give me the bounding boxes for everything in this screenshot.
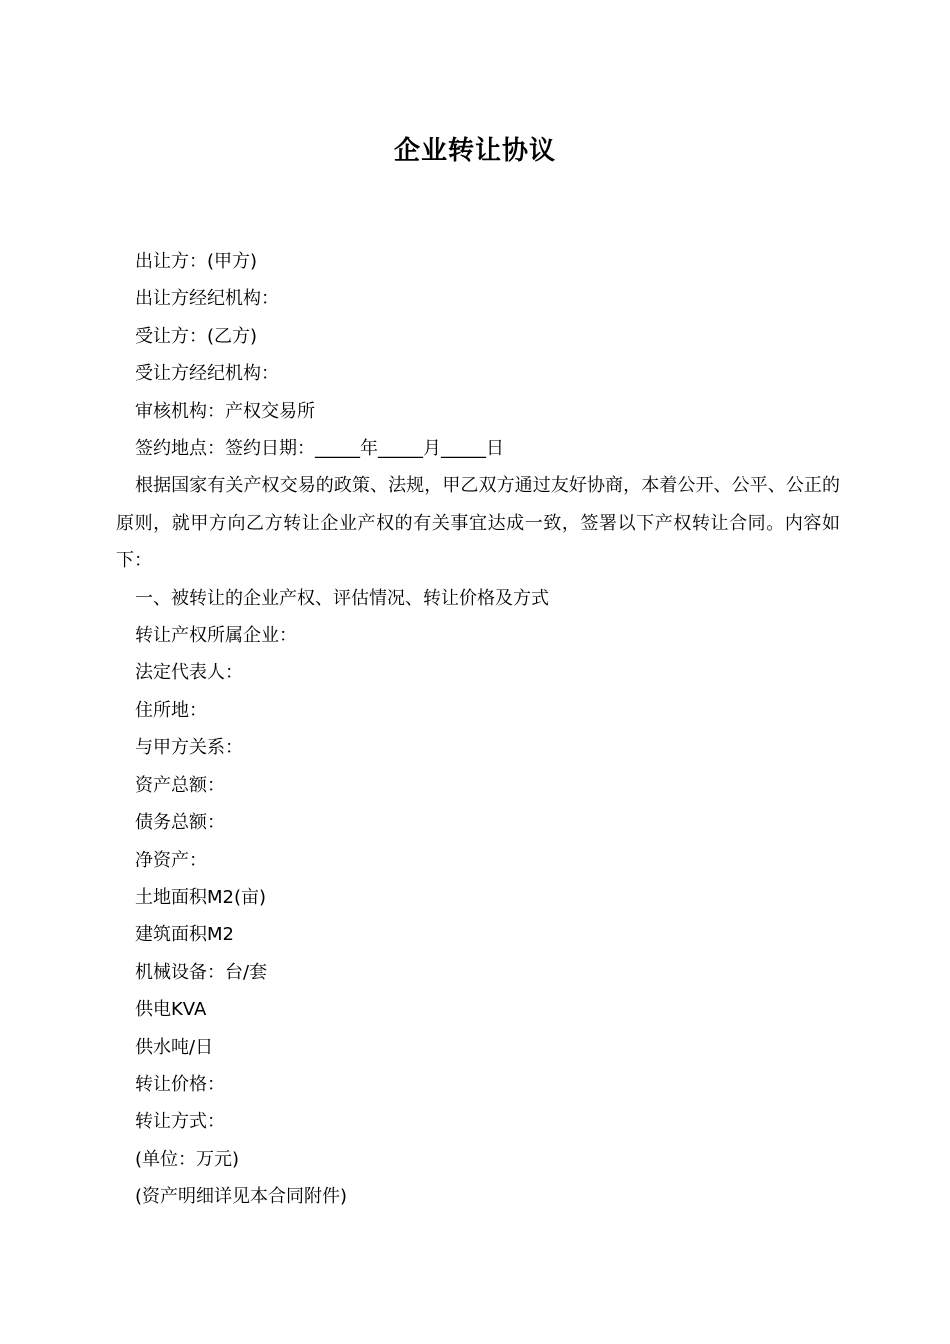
field-total-assets: 资产总额： [135, 774, 225, 796]
paragraph-signing-place-date: 签约地点：签约日期：_____年_____月_____日 [135, 438, 504, 460]
field-total-debt: 债务总额： [135, 812, 225, 834]
paragraph-review-agency: 审核机构：产权交易所 [135, 400, 315, 422]
paragraph-transferor-agent: 出让方经纪机构： [135, 288, 279, 310]
field-water-supply: 供水吨/日 [135, 1036, 214, 1058]
field-power-supply: 供电KVA [135, 999, 207, 1021]
field-address: 住所地： [135, 699, 207, 721]
note-asset-details: (资产明细详见本合同附件) [135, 1186, 348, 1208]
document-title: 企业转让协议 [393, 136, 556, 166]
field-transfer-price: 转让价格： [135, 1073, 225, 1095]
field-enterprise: 转让产权所属企业： [135, 625, 297, 647]
note-unit: (单位：万元) [135, 1148, 240, 1170]
field-land-area: 土地面积M2(亩) [135, 886, 267, 908]
field-building-area: 建筑面积M2 [135, 924, 234, 946]
paragraph-transferee: 受让方：(乙方) [135, 325, 258, 347]
field-net-assets: 净资产： [135, 849, 207, 871]
paragraph-transferor: 出让方：(甲方) [135, 251, 258, 272]
paragraph-preamble: 根据国家有关产权交易的政策、法规，甲乙双方通过友好协商，本着公开、公平、公正的原则，就甲方向乙方转让企业产权的有关事宜达成一致，签署以下产权转让合同。内容如下： [116, 475, 840, 572]
section-heading-1: 一、被转让的企业产权、评估情况、转让价格及方式 [135, 587, 549, 609]
field-transfer-method: 转让方式： [135, 1111, 225, 1133]
document-body [116, 243, 840, 1216]
field-machinery: 机械设备：台/套 [135, 961, 268, 983]
paragraph-transferee-agent: 受让方经纪机构： [135, 363, 279, 385]
field-legal-representative: 法定代表人： [135, 662, 243, 684]
field-relationship: 与甲方关系： [135, 737, 243, 759]
